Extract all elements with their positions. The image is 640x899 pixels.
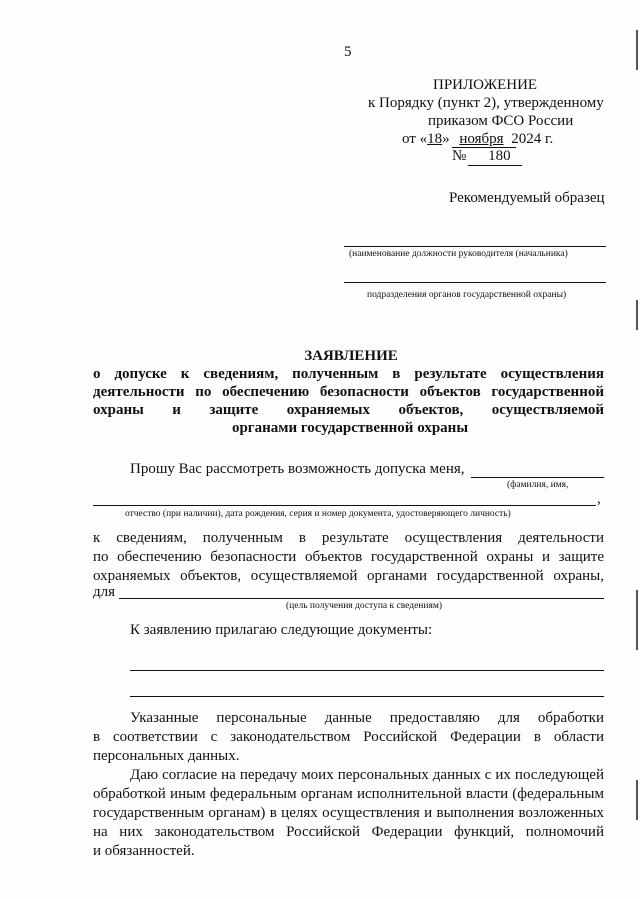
appendix-title: ПРИЛОЖЕНИЕ: [433, 77, 538, 93]
details-field-line[interactable]: [93, 505, 596, 506]
scan-artifact: [636, 30, 638, 70]
scan-artifact: [636, 590, 638, 650]
purpose-caption: (цель получения доступа к сведениям): [286, 601, 442, 611]
consent2-line-4: на них законодательством Российской Федерации функций, полномочий: [93, 824, 604, 840]
para1-line-2: по обеспечению безопасности объектов государственной охраны и защите: [93, 549, 604, 565]
title-line-4: органами государственной охраны: [231, 420, 469, 436]
para1-line-1: к сведениям, полученным в результате осуществления деятельности: [93, 530, 604, 546]
number-value: 180: [488, 148, 511, 164]
request-text: Прошу Вас рассмотреть возможность допуска меня,: [130, 461, 465, 477]
consent1-line-3: персональных данных.: [93, 748, 240, 764]
attachments-text: К заявлению прилагаю следующие документы:: [130, 622, 433, 638]
date-mid: »: [442, 131, 450, 147]
date-year: 2024 г.: [511, 131, 554, 147]
date-day: 18: [427, 131, 443, 147]
number-underline: [468, 165, 522, 166]
consent2-line-1: Даю согласие на передачу моих персональных данных с их последующей: [130, 767, 604, 783]
scan-artifact: [636, 300, 638, 330]
attachment-line-2[interactable]: [130, 696, 604, 697]
fio-caption: (фамилия, имя,: [507, 480, 569, 490]
statement-title: ЗАЯВЛЕНИЕ: [304, 348, 398, 364]
consent1-line-2: в соответствии с законодательством Российской Федерации в области: [93, 729, 604, 745]
addressee-line-1: [344, 246, 606, 247]
addressee-caption-1: (наименование должности руководителя (начальника): [349, 249, 568, 259]
appendix-date: [402, 131, 553, 148]
consent1-line-1: Указанные персональные данные предоставляю для обработки: [130, 710, 604, 726]
page-number: 5: [344, 44, 352, 60]
scan-artifact: [636, 780, 638, 820]
consent2-line-2: обработкой иным федеральным органам исполнительной власти (федеральным: [93, 786, 604, 802]
para1-for: для: [93, 584, 116, 600]
consent2-line-3: государственным органам) в целях осуществления и выполнения возложенных: [93, 805, 604, 821]
title-line-1: о допуске к сведениям, полученным в результате осуществления: [93, 366, 604, 382]
consent2-line-5: и обязанностей.: [93, 843, 195, 859]
purpose-field-line[interactable]: [119, 598, 604, 599]
date-month: ноября: [459, 131, 504, 147]
date-prefix: от «: [402, 131, 428, 147]
number-sign: №: [452, 148, 467, 164]
fio-field-line[interactable]: [471, 477, 604, 478]
appendix-line-1: к Порядку (пункт 2), утвержденному: [368, 95, 604, 111]
para1-line-3: охраняемых объектов, осуществляемой органами государственной охраны,: [93, 568, 604, 584]
title-line-3: охраны и защите охраняемых объектов, осуществляемой: [93, 402, 604, 418]
addressee-caption-2: подразделения органов государственной охраны): [367, 290, 567, 300]
appendix-number: [452, 148, 528, 165]
attachment-line-1[interactable]: [130, 670, 604, 671]
details-comma: ,: [597, 491, 601, 507]
appendix-line-2: приказом ФСО России: [428, 113, 574, 129]
title-line-2: деятельности по обеспечению безопасности объектов государственной: [93, 384, 604, 400]
addressee-line-2: [344, 282, 606, 283]
details-caption: отчество (при наличии), дата рождения, серия и номер документа, удостоверяющего личность): [125, 509, 511, 519]
sample-label: Рекомендуемый образец: [449, 190, 605, 206]
